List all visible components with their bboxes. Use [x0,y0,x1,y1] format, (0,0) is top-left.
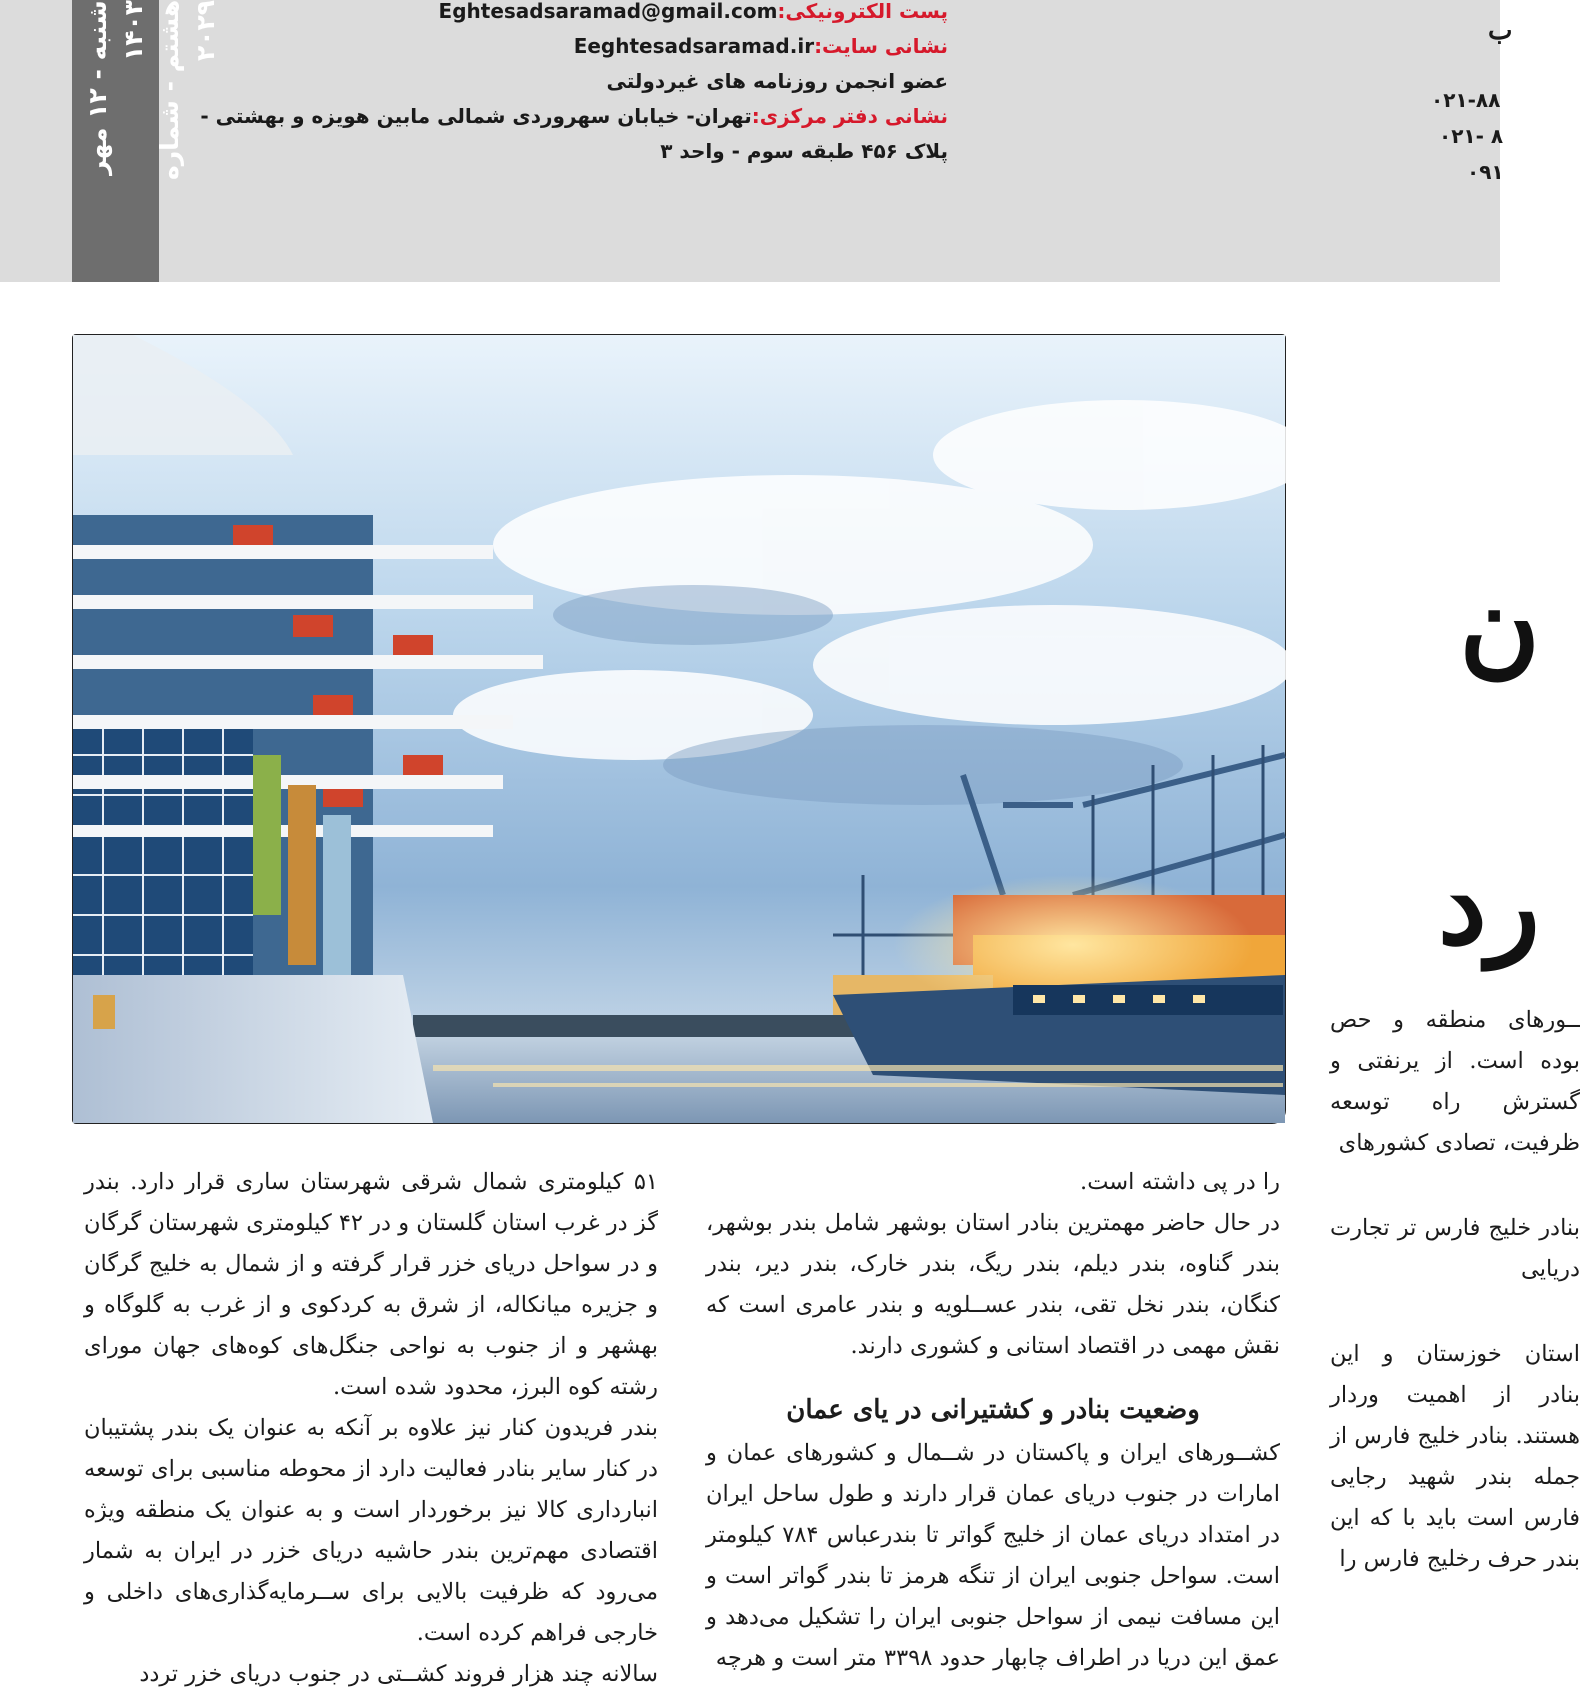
paragraph: سالانه چند هزار فروند کشــتی در جنوب دریای خزر تردد [139,1661,658,1687]
date-line: شنبه - ۱۲ مهر ۱۴۰۳ [83,0,148,175]
phone-list [1425,82,1515,190]
office-value: تهران- خیابان سهروردی شمالی مابین هویزه و بهشتی - [200,104,752,128]
article-column-middle [706,1162,1280,1679]
site-row [188,29,948,64]
paragraph: را در پی داشته است. [1080,1169,1280,1195]
date-sidebar [72,0,220,282]
paragraph: استان خوزستان و این بنادر از اهمیت وردار هستند. بنادر خلیج فارس از جمله بندر شهید رجایی فارس است باید با که این بندر حرف رخلیج فارس را [1330,1341,1580,1572]
paragraph: ــورهای منطقه و حص بوده است. از یرنفتی و گسترش راه توسعه ظرفیت، تصادی کشورهای [1330,1007,1580,1156]
far-shore [413,1015,863,1037]
phone-3: ۰۹۱ [1467,160,1504,184]
container-port-ships-icon [73,335,1285,1123]
phone-2: ۰۲۱- ۸ [1439,124,1504,148]
office-row [188,99,948,134]
membership-row: عضو انجمن روزنامه های غیردولتی [606,69,948,93]
date-issue-text [80,0,220,230]
paragraph: بندر فریدون کنار نیز علاوه بر آنکه به عنوان یک بندر پشتیبان در کنار سایر بنادر فعالیت دارد از محوطه مناسبی برای توسعه انبارداری کالا نیز برخوردار است و به عنوان یک منطقه ویژه اقتصادی مهم‌ترین بندر حاشیه دریای خزر در ایران به شمار می‌رود که ظرفیت بالایی برای ســرمایه‌گذاری‌های داخلی و خارجی فراهم کرده است. [84,1415,658,1646]
office-row-2: پلاک ۴۵۶ طبقه سوم - واحد ۳ [660,139,948,163]
office-label: نشانی دفتر مرکزی: [751,104,948,128]
paragraph: در حال حاضر مهمترین بنادر استان بوشهر شامل بندر بوشهر، بندر گناوه، بندر دیلم، بندر ریگ، بندر خارک، بندر دیر، بندر کنگان، بندر نخل تقی، بندر عســلویه و بندر عامری است که نقش مهمی در اقتصاد استانی و کشوری دارند. [706,1210,1280,1359]
masthead-info [188,0,948,169]
section-subhead: وضعیت بنادر و کشتیرانی در یای عمان [786,1395,1200,1425]
email-value[interactable]: Eghtesadsaramad@gmail.com [438,0,778,23]
site-value[interactable]: Eeghtesadsaramad.ir [573,34,815,58]
phone-1: ۰۲۱-۸۸ [1431,88,1501,112]
port-photo [72,334,1286,1124]
paragraph: کشــورهای ایران و پاکستان در شــمال و کشورهای عمان و امارات در جنوب دریای عمان قرار دارند و طول ساحل ایران در امتداد دریای عمان از خلیج گواتر تا بندرعباس ۷۸۴ کیلومتر است. سواحل جنوبی ایران از تنگه هرمز تا بندر گواتر است و این مسافت نیمی از سواحل جنوبی ایران را تشکیل می‌دهد و عمق این دریا در اطراف چابهار حدود ۳۳۹۸ متر است و هرچه [706,1440,1280,1671]
issue-line: هشتم - شماره ۲۰۲۹ [155,0,220,181]
email-row [188,0,948,29]
paragraph: بنادر خلیج فارس تر تجارت دریایی [1330,1215,1580,1282]
corner-letter: ب [1488,16,1513,46]
headline-fragment-1: ن [1459,560,1540,689]
article-column-left [84,1162,658,1695]
email-label: پست الکترونیکی: [777,0,948,23]
site-label: نشانی سایت: [814,34,948,58]
headline-fragment-2: رد [1437,840,1540,969]
article-column-right [1330,1000,1580,1580]
paragraph: ۵۱ کیلومتری شمال شرقی شهرستان ساری قرار دارد. بندر گز در غرب استان گلستان و در ۴۲ کیلومتری شهرستان گرگان و در سواحل دریای خزر قرار گرفته و از شمال به خلیج گرگان و جزیره میانکاله، از شرق به کردکوی و از غرب به گلوگاه و بهشهر و از جنوب به نواحی جنگل‌های کوه‌های جهان مورای رشته کوه البرز، محدود شده است. [84,1169,658,1400]
